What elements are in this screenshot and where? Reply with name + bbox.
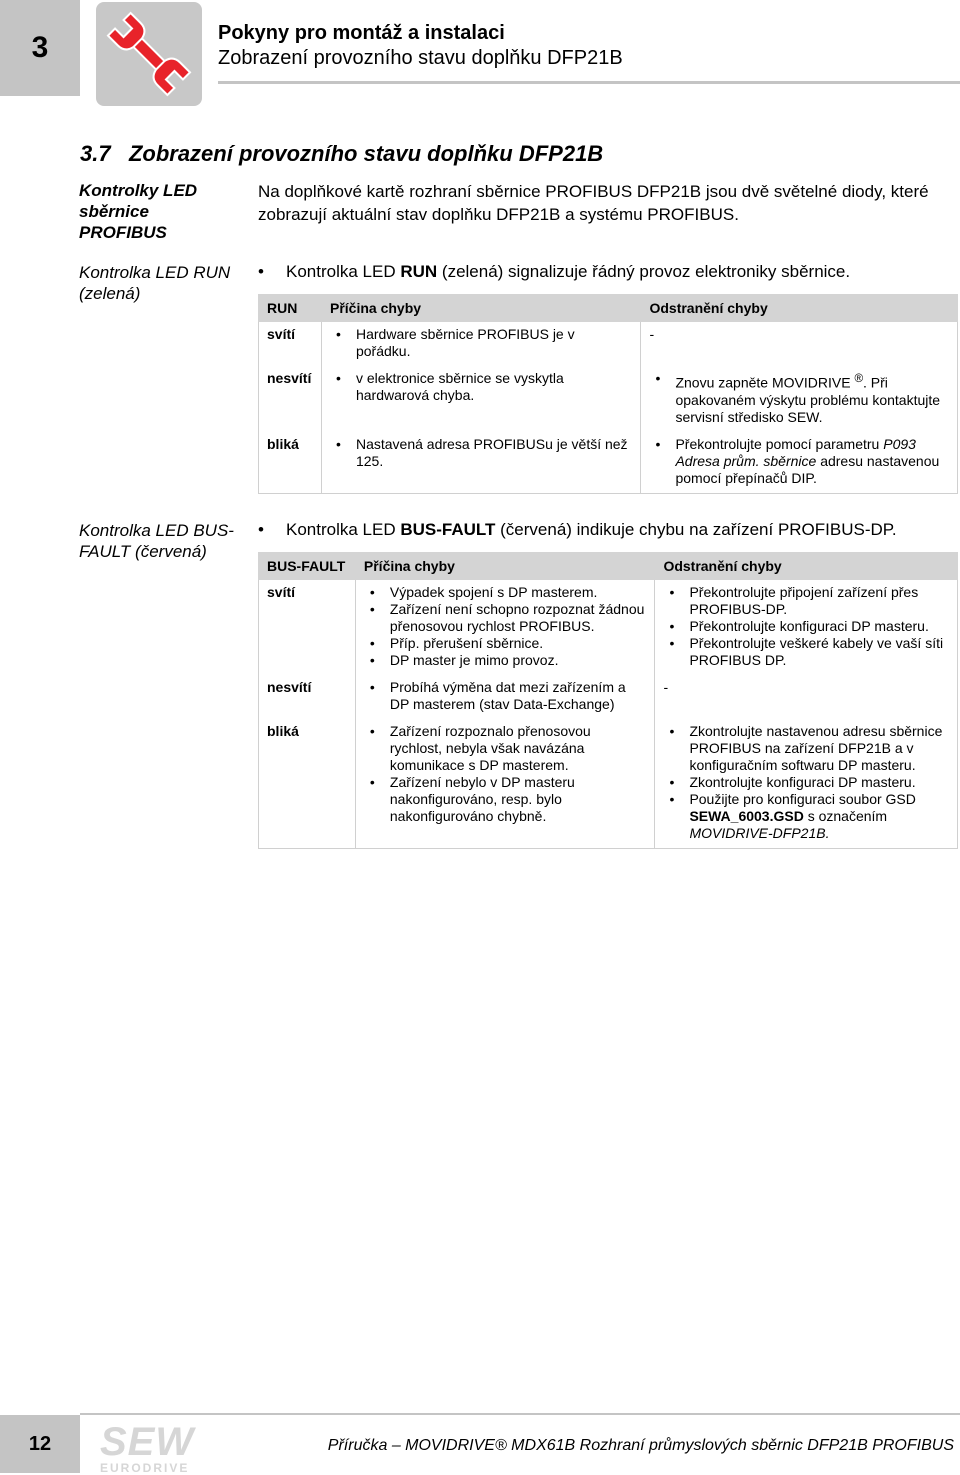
table-row: [259, 366, 958, 432]
list-item: • Překontrolujte veškeré kabely ve vaší síti PROFIBUS DP.: [663, 635, 949, 669]
page-number: 12: [28, 1432, 52, 1455]
footer-text: Příručka – MOVIDRIVE® MDX61B Rozhraní průmyslových sběrnic DFP21B PROFIBUS: [327, 1437, 954, 1454]
table-row: [259, 432, 958, 494]
list-item: • Překontrolujte připojení zařízení přes PROFIBUS-DP.: [663, 584, 949, 618]
fix-cell: [655, 719, 958, 849]
busfault-bullet: [258, 520, 897, 540]
cause-cell: [355, 675, 655, 719]
fix-cell: -: [655, 675, 958, 719]
cause-cell: [321, 322, 640, 367]
cause-cell: [321, 366, 640, 432]
list-item: • Probíhá výměna dat mezi zařízením a DP masterem (stav Data-Exchange): [364, 679, 647, 713]
col-header-fix: Odstranění chyby: [641, 295, 958, 322]
busfault-bullet-text: Kontrolka LED BUS-FAULT (červená) indikuje chybu na zařízení PROFIBUS-DP.: [286, 520, 897, 539]
header-divider: [218, 81, 960, 84]
col-header-cause: Příčina chyby: [355, 553, 655, 580]
list-item: • Použijte pro konfiguraci soubor GSD SEWA_6003.GSD s označením MOVIDRIVE-DFP21B.: [663, 791, 949, 842]
sew-logo-text: SEW: [100, 1420, 195, 1464]
table-row: [259, 675, 958, 719]
table-row: [259, 322, 958, 367]
list-item: • Překontrolujte pomocí parametru P093 Adresa prům. sběrnice adresu nastavenou pomocí přepínačů DIP.: [649, 436, 949, 487]
run-bullet: [258, 262, 850, 282]
state-cell: nesvítí: [259, 675, 356, 719]
intro-paragraph: Na doplňkové kartě rozhraní sběrnice PROFIBUS DFP21B jsou dvě světelné diody, které zobrazují aktuální stav doplňku DFP21B a systému PROFIBUS.: [258, 182, 929, 224]
cause-cell: [355, 719, 655, 849]
side-label-busfault: Kontrolka LED BUS-FAULT (červená): [79, 521, 234, 561]
state-cell: svítí: [259, 322, 322, 367]
side-label-run: Kontrolka LED RUN (zelená): [79, 263, 231, 303]
header-subtitle: Zobrazení provozního stavu doplňku DFP21B: [218, 47, 623, 69]
state-cell: svítí: [259, 580, 356, 676]
cause-cell: [355, 580, 655, 676]
state-cell: bliká: [259, 719, 356, 849]
section-title: [80, 141, 603, 167]
section-number: 3.7: [80, 141, 111, 166]
fix-cell: [655, 580, 958, 676]
bullet-icon: •: [258, 262, 264, 281]
state-cell: nesvítí: [259, 366, 322, 432]
col-header-state: RUN: [259, 295, 322, 322]
run-table: [258, 294, 958, 494]
list-item: • Zařízení rozpoznalo přenosovou rychlost, nebyla však navázána komunikace s DP masterem.: [364, 723, 647, 774]
section-title-text: Zobrazení provozního stavu doplňku DFP21B: [128, 141, 604, 166]
list-item: • DP master je mimo provoz.: [364, 652, 647, 669]
run-bullet-text: Kontrolka LED RUN (zelená) signalizuje řádný provoz elektroniky sběrnice.: [286, 262, 851, 281]
table-header-row: [259, 295, 958, 322]
page-number-tab: [0, 1415, 80, 1473]
chapter-number: 3: [31, 31, 49, 64]
col-header-state: BUS-FAULT: [259, 553, 356, 580]
col-header-cause: Příčina chyby: [321, 295, 640, 322]
list-item: • Hardware sběrnice PROFIBUS je v pořádku.: [330, 326, 632, 360]
wrench-logo: [96, 2, 202, 106]
fix-cell: -: [641, 322, 958, 367]
list-item: • Zkontrolujte konfiguraci DP masteru.: [663, 774, 949, 791]
table-row: [259, 719, 958, 849]
list-item: • Zařízení nebylo v DP masteru nakonfigurováno, resp. bylo nakonfigurováno chybně.: [364, 774, 647, 825]
header-title: Pokyny pro montáž a instalaci: [218, 22, 505, 44]
state-cell: bliká: [259, 432, 322, 494]
list-item: • Zařízení není schopno rozpoznat žádnou přenosovou rychlost PROFIBUS.: [364, 601, 647, 635]
bullet-icon: •: [258, 520, 264, 539]
list-item: • Překontrolujte konfiguraci DP masteru.: [663, 618, 949, 635]
list-item: • Výpadek spojení s DP masterem.: [364, 584, 647, 601]
list-item: • Zkontrolujte nastavenou adresu sběrnice PROFIBUS na zařízení DFP21B a v konfiguračním softwaru DP masteru.: [663, 723, 949, 774]
list-item: • v elektronice sběrnice se vyskytla hardwarová chyba.: [330, 370, 632, 404]
wrench-icon: [102, 8, 196, 100]
list-item: • Znovu zapněte MOVIDRIVE ®. Při opakovaném výskytu problému kontaktujte servisní středisko SEW.: [649, 370, 949, 426]
list-item: • Nastavená adresa PROFIBUSu je větší než 125.: [330, 436, 632, 470]
footer-divider: [80, 1413, 960, 1415]
table-row: [259, 580, 958, 676]
list-item: • Příp. přerušení sběrnice.: [364, 635, 647, 652]
fix-cell: [641, 432, 958, 494]
eurodrive-logo-text: EURODRIVE: [100, 1461, 190, 1475]
side-label-leds: Kontrolky LED sběrnice PROFIBUS: [79, 181, 198, 242]
busfault-table: [258, 552, 958, 849]
table-header-row: [259, 553, 958, 580]
fix-cell: [641, 366, 958, 432]
chapter-tab: [0, 0, 80, 96]
col-header-fix: Odstranění chyby: [655, 553, 958, 580]
sew-logo: [100, 1422, 194, 1474]
cause-cell: [321, 432, 640, 494]
